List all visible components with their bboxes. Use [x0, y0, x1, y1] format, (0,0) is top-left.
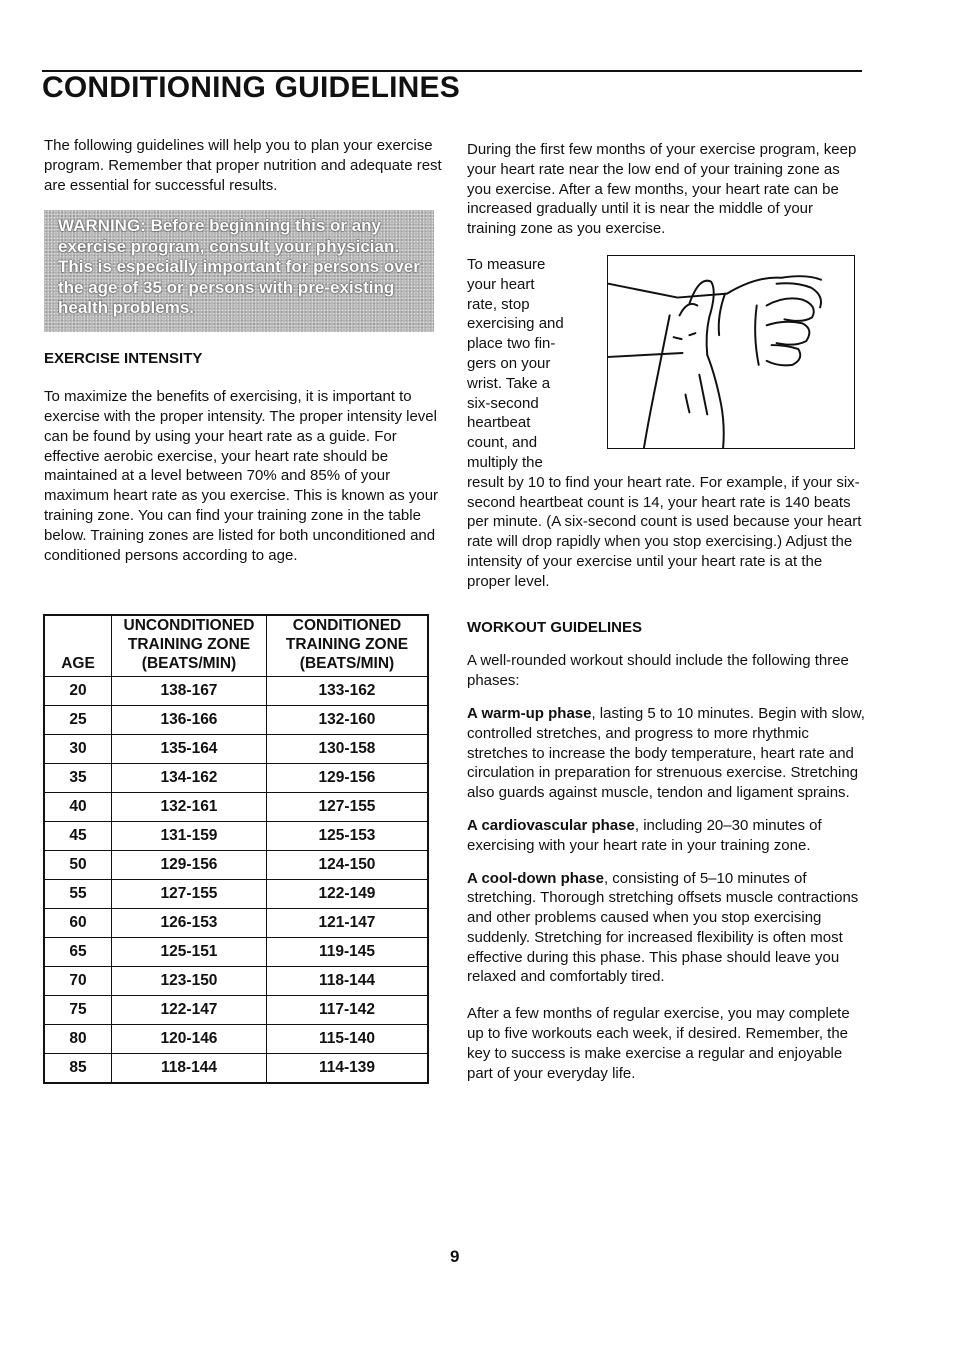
conditioned-zone-cell: 122-149: [267, 880, 429, 909]
intro-paragraph: The following guidelines will help you to plan your exercise program. Remember that proper nutrition and adequate rest are essential for successful results.: [44, 137, 442, 194]
hand-pulse-icon: [608, 256, 854, 448]
measure-text: [467, 255, 587, 473]
table-row: [44, 938, 428, 967]
age-cell: 70: [44, 967, 112, 996]
cardio-paragraph: [467, 816, 865, 856]
cooldown-label: A cool-down phase: [467, 869, 604, 887]
left-column: [44, 136, 446, 565]
conditioned-zone-cell: 133-162: [267, 677, 429, 706]
wrist-pulse-illustration: [607, 255, 855, 449]
conditioned-zone-cell: 124-150: [267, 851, 429, 880]
measure-line: multiply the: [467, 453, 543, 471]
unconditioned-zone-cell: 122-147: [112, 996, 267, 1025]
table-row: [44, 764, 428, 793]
age-cell: 20: [44, 677, 112, 706]
table-row: [44, 967, 428, 996]
age-cell: 45: [44, 822, 112, 851]
table-row: [44, 822, 428, 851]
unconditioned-zone-cell: 134-162: [112, 764, 267, 793]
closing-paragraph: After a few months of regular exercise, you may complete up to five workouts each week, if desired. Remember, the key to success is make exercise a regular and enjoyable part of your everyday life.: [467, 1005, 850, 1082]
conditioned-zone-cell: 115-140: [267, 1025, 429, 1054]
table-row: [44, 1025, 428, 1054]
age-cell: 60: [44, 909, 112, 938]
measure-result-text: result by 10 to find your heart rate. For example, if your six-second heartbeat count is 14, your heart rate is 140 beats per minute. (A six-second count is used because your heart rate will drop rapidly when you stop exercising.) Adjust the intensity of your exercise until your heart rate is at the proper level.: [467, 473, 862, 590]
conditioned-zone-cell: 119-145: [267, 938, 429, 967]
unconditioned-zone-cell: 125-151: [112, 938, 267, 967]
table-row: [44, 996, 428, 1025]
cooldown-text: , consisting of 5–10 minutes of stretching. Thorough stretching offsets muscle contractions and other problems caused when you stop exercising suddenly. Stretching for increased flexibility is often most effective during this phase. This phase should leave you relaxed and comfortably tired.: [467, 869, 859, 986]
age-cell: 65: [44, 938, 112, 967]
table-row: [44, 793, 428, 822]
warmup-paragraph: [467, 704, 865, 803]
table-row: [44, 706, 428, 735]
unconditioned-zone-cell: 138-167: [112, 677, 267, 706]
table-row: [44, 677, 428, 706]
conditioned-zone-cell: 117-142: [267, 996, 429, 1025]
table-row: [44, 735, 428, 764]
age-cell: 40: [44, 793, 112, 822]
first-months-paragraph: During the first few months of your exercise program, keep your heart rate near the low end of your training zone as you exercise. After a few months, your heart rate can be increased gradually until it is near the middle of your training zone as you exercise.: [467, 141, 857, 238]
conditioned-zone-cell: 121-147: [267, 909, 429, 938]
table-row: [44, 1054, 428, 1084]
warning-box: WARNING: Before beginning this or any exercise program, consult your physician. This is especially important for persons over the age of 35 or persons with pre-existing health problems.: [44, 210, 434, 332]
page-title: CONDITIONING GUIDELINES: [42, 71, 460, 104]
measure-line: your heart: [467, 275, 535, 293]
exercise-intensity-heading: EXERCISE INTENSITY: [44, 350, 203, 368]
page-number: 9: [450, 1247, 460, 1266]
warmup-text: , lasting 5 to 10 minutes. Begin with slow, controlled stretches, and progress to more rhythmic stretches to increase the body temperature, heart rate and circulation in preparation for strenuous exercise. Stretching also guards against muscle, tendon and ligament sprains.: [467, 704, 865, 802]
age-cell: 30: [44, 735, 112, 764]
warmup-label: A warm-up phase: [467, 704, 592, 722]
measure-line: rate, stop: [467, 295, 530, 313]
unconditioned-zone-cell: 123-150: [112, 967, 267, 996]
cooldown-paragraph: [467, 869, 865, 988]
conditioned-zone-cell: 125-153: [267, 822, 429, 851]
unconditioned-zone-cell: 120-146: [112, 1025, 267, 1054]
measure-line: place two fin-: [467, 335, 556, 353]
unconditioned-zone-cell: 136-166: [112, 706, 267, 735]
table-row: [44, 880, 428, 909]
measure-line: wrist. Take a: [467, 374, 551, 392]
measure-line: count, and: [467, 434, 538, 452]
table-row: [44, 909, 428, 938]
cardio-label: A cardiovascular phase: [467, 816, 635, 834]
age-cell: 35: [44, 764, 112, 793]
unconditioned-zone-cell: 127-155: [112, 880, 267, 909]
conditioned-zone-cell: 130-158: [267, 735, 429, 764]
age-cell: 55: [44, 880, 112, 909]
age-cell: 85: [44, 1054, 112, 1084]
unconditioned-zone-cell: 118-144: [112, 1054, 267, 1084]
age-header: AGE: [44, 615, 112, 677]
measure-line: exercising and: [467, 315, 564, 333]
exercise-intensity-text: To maximize the benefits of exercising, it is important to exercise with the proper intensity. The proper intensity level can be found by using your heart rate as a guide. For effective aerobic exercise, your heart rate should be maintained at a level between 70% and 85% of your maximum heart rate as you exercise. This is known as your training zone. You can find your training zone in the table below. Training zones are listed for both unconditioned and conditioned persons according to age.: [44, 388, 439, 564]
measure-line: six-second: [467, 394, 539, 412]
unconditioned-zone-cell: 132-161: [112, 793, 267, 822]
table-row: [44, 851, 428, 880]
age-cell: 25: [44, 706, 112, 735]
unconditioned-zone-cell: 131-159: [112, 822, 267, 851]
conditioned-zone-cell: 127-155: [267, 793, 429, 822]
unconditioned-zone-cell: 126-153: [112, 909, 267, 938]
conditioned-zone-cell: 129-156: [267, 764, 429, 793]
conditioned-zone-cell: 114-139: [267, 1054, 429, 1084]
workout-intro: A well-rounded workout should include the following three phases:: [467, 652, 849, 690]
training-zone-table: [43, 614, 429, 1084]
age-cell: 75: [44, 996, 112, 1025]
measure-line: To measure: [467, 255, 546, 273]
unconditioned-zone-cell: 129-156: [112, 851, 267, 880]
measure-line: heartbeat: [467, 414, 531, 432]
age-cell: 50: [44, 851, 112, 880]
workout-guidelines-heading: WORKOUT GUIDELINES: [467, 618, 642, 636]
unconditioned-header: UNCONDITIONED TRAINING ZONE (BEATS/MIN): [112, 615, 267, 677]
heart-rate-measure: [467, 255, 865, 473]
age-cell: 80: [44, 1025, 112, 1054]
table-header-row: [44, 615, 428, 677]
unconditioned-zone-cell: 135-164: [112, 735, 267, 764]
conditioned-header: CONDITIONED TRAINING ZONE (BEATS/MIN): [267, 615, 429, 677]
measure-line: gers on your: [467, 354, 551, 372]
cardio-text: , including 20–30 minutes of exercising with your heart rate in your training zone.: [467, 816, 822, 854]
conditioned-zone-cell: 118-144: [267, 967, 429, 996]
right-column: [467, 140, 865, 1083]
conditioned-zone-cell: 132-160: [267, 706, 429, 735]
